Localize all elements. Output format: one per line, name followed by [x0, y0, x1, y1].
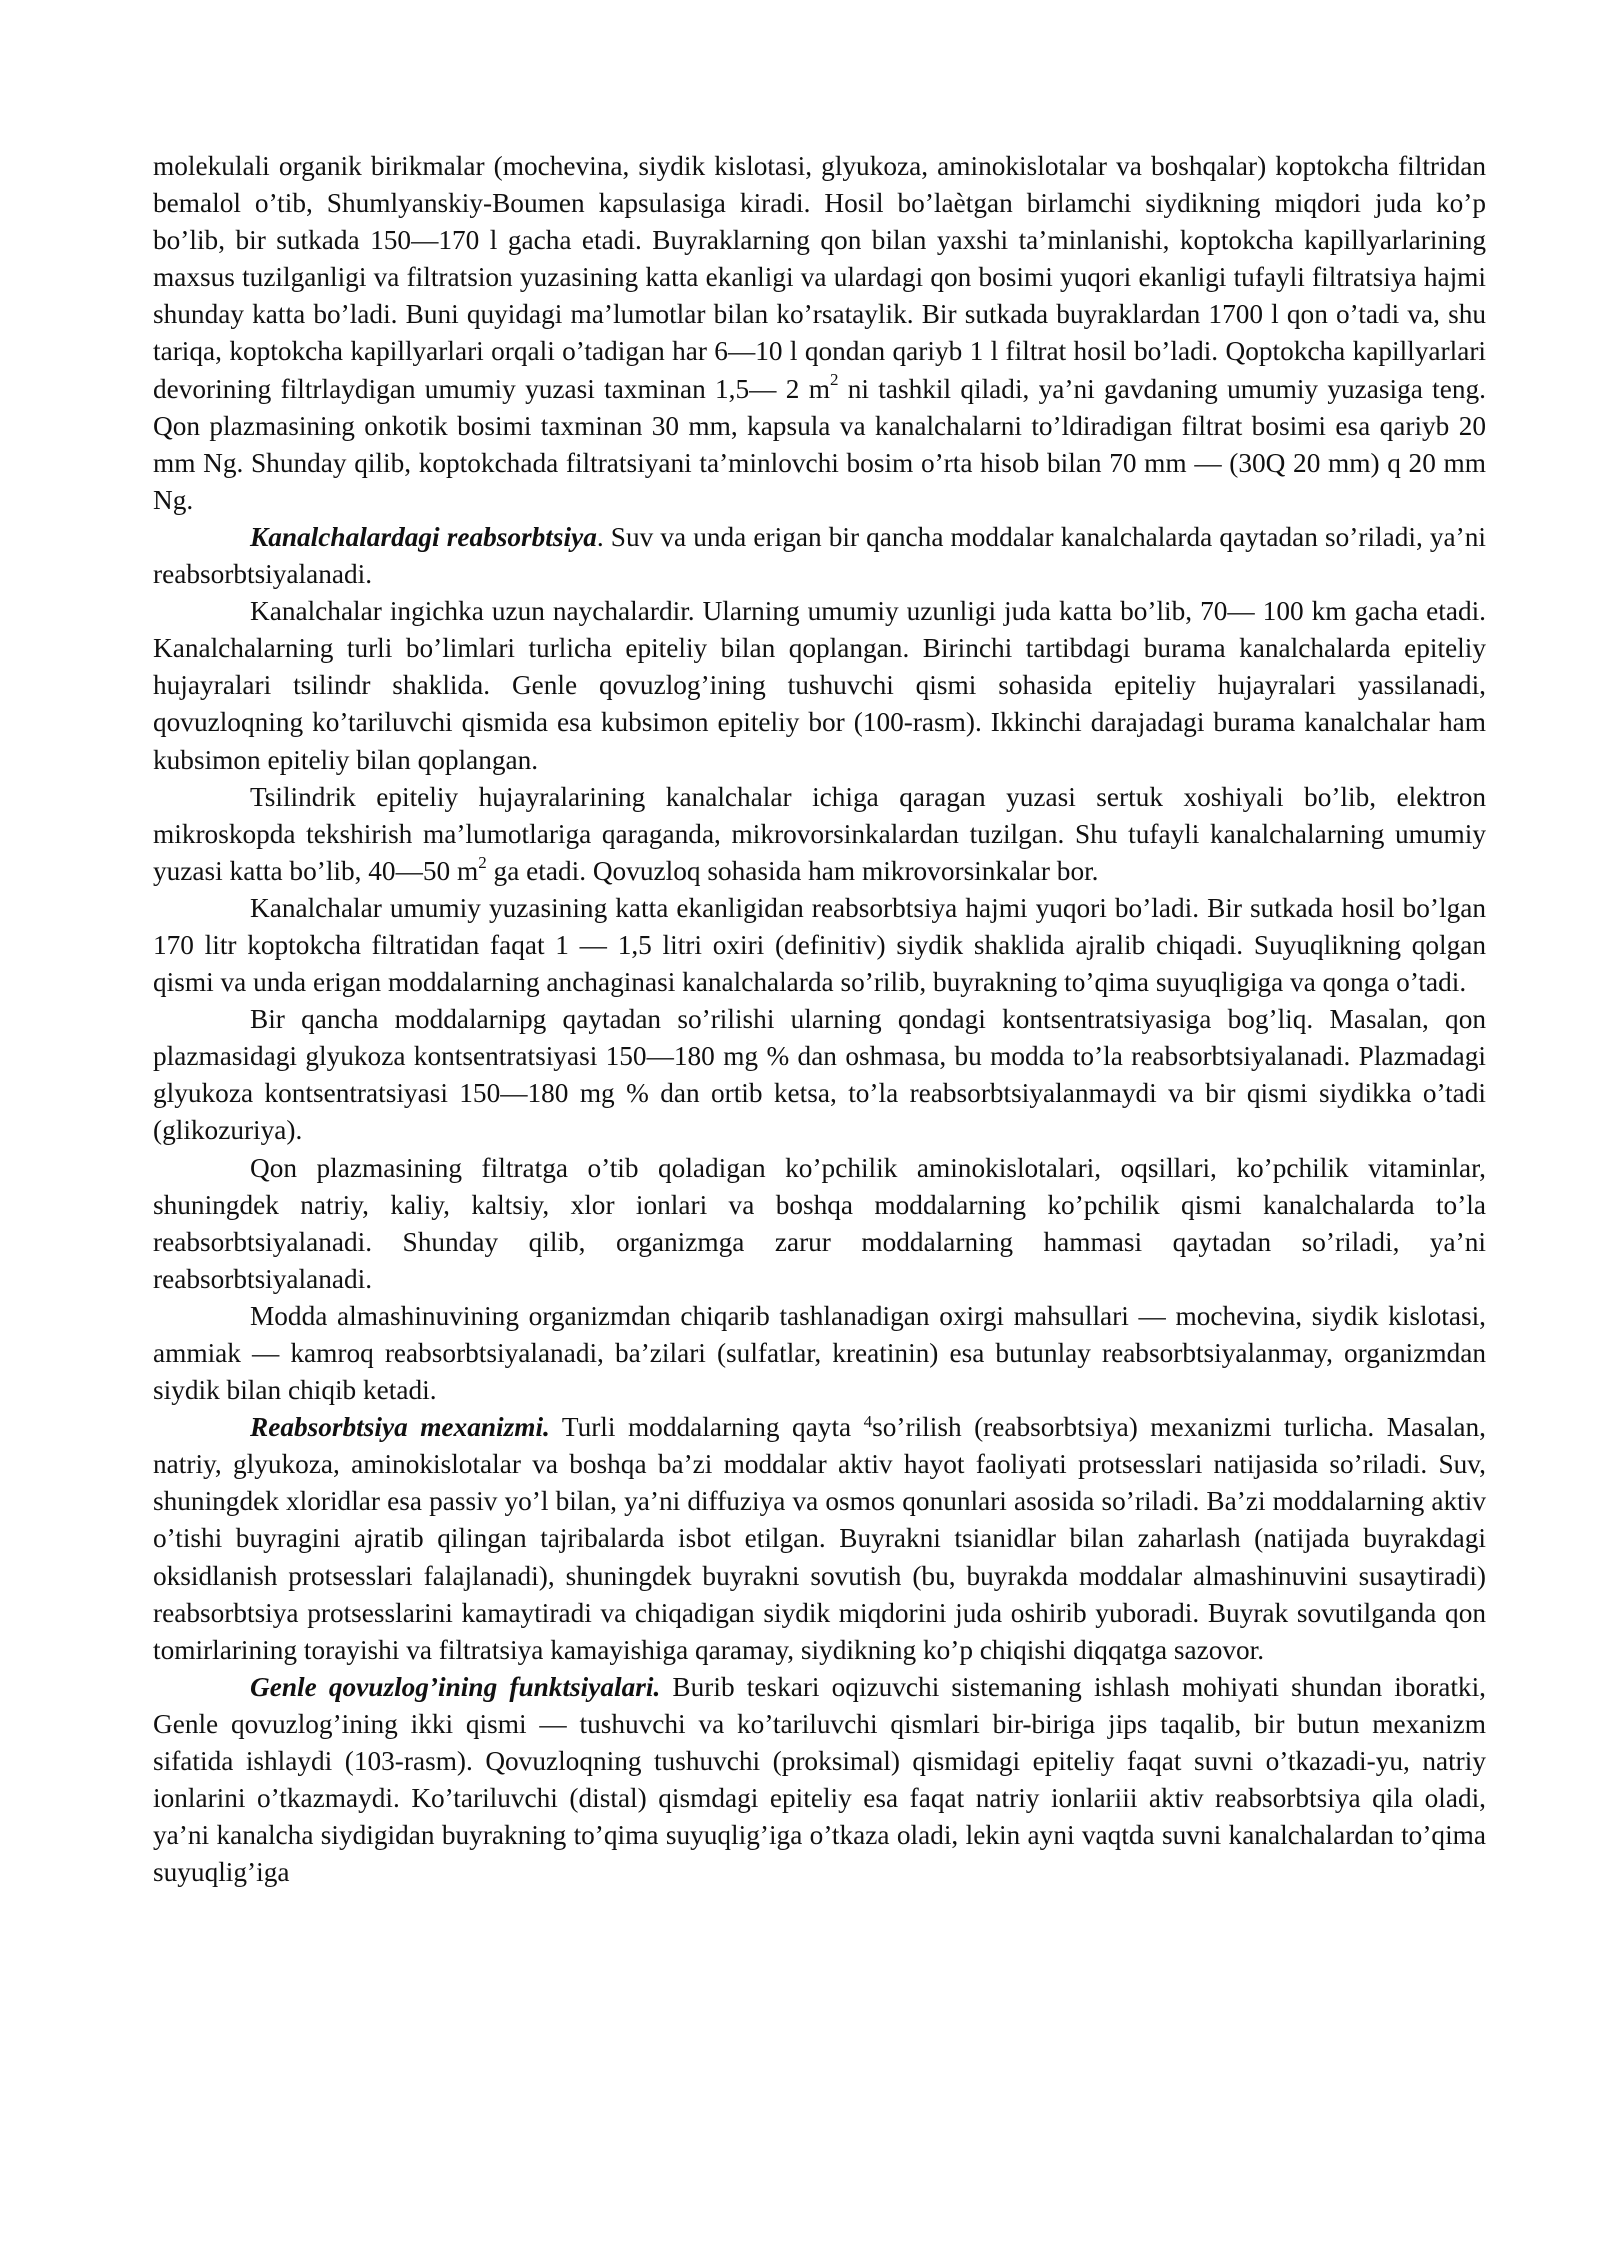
text-run: ni tashkil qiladi, ya’ni gavdaning umumiy yuzasiga teng. Qon plazmasining onkotik bosimi taxminan 30 mm, kapsula va kanalchalarni to’ldiradigan filtrat bosimi esa qariyb 20 mm Ng. Shunday qilib, koptokchada filtratsiyani ta’minlovchi bosim o’rta hisob bilan 70 mm — (30Q 20 mm) q 20 mm Ng. [153, 373, 1486, 515]
section-heading: Genle qovuzlog’ining funktsiyalari. [250, 1671, 661, 1702]
body-paragraph [153, 1298, 1486, 1409]
text-run: so’rilish (reabsorbtsiya) mexanizmi turlicha. Masalan, natriy, glyukoza, aminokislotalar va boshqa ba’zi moddalar aktiv hayot faoliyati protsesslari natijasida so’riladi. Suv, shuningdek xloridlar esa passiv yo’l bilan, ya’ni diffuziya va osmos qonunlari asosida so’riladi. Ba’zi moddalarning aktiv o’tishi buyragini ajratib qilingan tajribalarda isbot etilgan. Buyrakni tsianidlar bilan zaharlash (natijada buyrakdagi oksidlanish protsesslari falajlanadi), shuningdek buyrakni sovutish (bu, buyrakda moddalar almashinuvini susaytiradi) reabsorbtsiya protsesslarini kamaytiradi va chiqadigan siydik miqdorini juda oshirib yuboradi. Buyrak sovutilganda qon tomirlarining torayishi va filtratsiya kamayishiga qaramay, siydikning ko’p chiqishi diqqatga sazovor. [153, 1412, 1486, 1665]
text-run: Turli moddalarning qayta [549, 1412, 864, 1443]
text-run: Bir qancha moddalarnipg qaytadan so’rilishi ularning qondagi kontsentratsiyasiga bog’liq. Masalan, qon plazmasidagi glyukoza kontsentratsiyasi 150—180 mg % dan oshmasa, bu modda to’la reabsorbtsiyalanadi. Plazmadagi glyukoza kontsentratsiyasi 150—180 mg % dan ortib ketsa, to’la reabsorbtsiyalanmaydi va bir qismi siydikka o’tadi (glikozuriya). [153, 1004, 1486, 1146]
body-paragraph [153, 593, 1486, 778]
superscript: 2 [478, 852, 487, 872]
text-run: Kanalchalar ingichka uzun naychalardir. Ularning umumiy uzunligi juda katta bo’lib, 70— 100 km gacha etadi. Kanalchalarning turli bo’limlari turlicha epiteliy bilan qoplangan. Birinchi tartibdagi burama kanalchalarda epiteliy hujayralari tsilindr shaklida. Genle qovuzlog’ining tushuvchi qismi sohasida epiteliy hujayralari yassilanadi, qovuzloqning ko’tariluvchi qismida esa kubsimon epiteliy bor (100-rasm). Ikkinchi darajadagi burama kanalchalar ham kubsimon epiteliy bilan qoplangan. [153, 596, 1486, 775]
body-paragraph [153, 779, 1486, 890]
text-run: Burib teskari oqizuvchi sistemaning ishlash mohiyati shundan iboratki, Genle qovuzlog’ining ikki qismi — tushuvchi va ko’tariluvchi qismlari bir-biriga jips taqalib, bir butun mexanizm sifatida ishlaydi (103-rasm). Qovuzloqning tushuvchi (proksimal) qismidagi epiteliy faqat suvni o’tkazadi-yu, natriy ionlarini o’tkazmaydi. Ko’tariluvchi (distal) qismdagi epiteliy esa faqat natriy ionlariii aktiv reabsorbtsiya qila oladi, ya’ni kanalcha siydigidan buyrakning to’qima suyuqlig’iga o’tkaza oladi, lekin ayni vaqtda suvni kanalchalardan to’qima suyuqlig’iga [153, 1671, 1486, 1888]
text-run: Tsilindrik epiteliy hujayralarining kanalchalar ichiga qaragan yuzasi sertuk xoshiyali bo’lib, elektron mikroskopda tekshirish ma’lumotlariga qaraganda, mikrovorsinkalardan tuzilgan. Shu tufayli kanalchalarning umumiy yuzasi katta bo’lib, 40—50 m [153, 781, 1486, 886]
body-paragraph [153, 519, 1486, 593]
page-number: 4 [863, 1412, 873, 1432]
section-heading: Kanalchalardagi reabsorbtsiya [250, 521, 597, 552]
document-page [153, 148, 1486, 1891]
body-paragraph [153, 1150, 1486, 1298]
body-paragraph [153, 1409, 1486, 1669]
section-heading: Reabsorbtsiya mexanizmi. [250, 1412, 550, 1443]
body-paragraph [153, 1001, 1486, 1149]
superscript: 2 [829, 370, 839, 390]
text-run: Modda almashinuvining organizmdan chiqarib tashlanadigan oxirgi mahsullari — mochevina, siydik kislotasi, ammiak — kamroq reabsorbtsiyalanadi, ba’zilari (sulfatlar, kreatinin) esa butunlay reabsorbtsiyalanmay, organizmdan siydik bilan chiqib ketadi. [153, 1300, 1486, 1406]
body-paragraph [153, 148, 1486, 519]
body-paragraph [153, 1669, 1486, 1892]
text-run: molekulali organik birikmalar (mochevina, siydik kislotasi, glyukoza, aminokislotalar va boshqalar) koptokcha filtridan bemalol o’tib, Shumlyanskiy-Boumen kapsulasiga kiradi. Hosil bo’laètgan birlamchi siydikning miqdori juda ko’p bo’lib, bir sutkada 150—170 l gacha etadi. Buyraklarning qon bilan yaxshi ta’minlanishi, koptokcha kapillyarlarining maxsus tuzilganligi va filtratsion yuzasining katta ekanligi va ulardagi qon bosimi yuqori ekanligi tufayli filtratsiya hajmi shunday katta bo’ladi. Buni quyidagi ma’lumotlar bilan ko’rsataylik. Bir sutkada buyraklardan 1700 l qon o’tadi va, shu tariqa, koptokcha kapillyarlari orqali o’tadigan har 6—10 l qondan qariyb 1 l filtrat hosil bo’ladi. Qoptokcha kapillyarlari devorining filtrlaydigan umumiy yuzasi taxminan 1,5— 2 m [153, 151, 1486, 404]
body-paragraph [153, 890, 1486, 1001]
text-run: . Suv va unda erigan bir qancha moddalar kanalchalarda qaytadan so’riladi, ya’ni reabsorbtsiyalanadi. [153, 521, 1486, 590]
text-run: Qon plazmasining filtratga o’tib qoladigan ko’pchilik aminokislotalari, oqsillari, ko’pchilik vitaminlar, shuningdek natriy, kaliy, kaltsiy, xlor ionlari va boshqa moddalarning ko’pchilik qismi kanalchalarda to’la reabsorbtsiyalanadi. Shunday qilib, organizmga zarur moddalarning hammasi qaytadan so’riladi, ya’ni reabsorbtsiyalanadi. [153, 1152, 1486, 1294]
text-run: ga etadi. Qovuzloq sohasida ham mikrovorsinkalar bor. [486, 855, 1099, 886]
text-run: Kanalchalar umumiy yuzasining katta ekanligidan reabsorbtsiya hajmi yuqori bo’ladi. Bir sutkada hosil bo’lgan 170 litr koptokcha filtratidan faqat 1 — 1,5 litri oxiri (definitiv) siydik shaklida ajralib chiqadi. Suyuqlikning qolgan qismi va unda erigan moddalarning anchaginasi kanalchalarda so’rilib, buyrakning to’qima suyuqligiga va qonga o’tadi. [153, 892, 1486, 998]
